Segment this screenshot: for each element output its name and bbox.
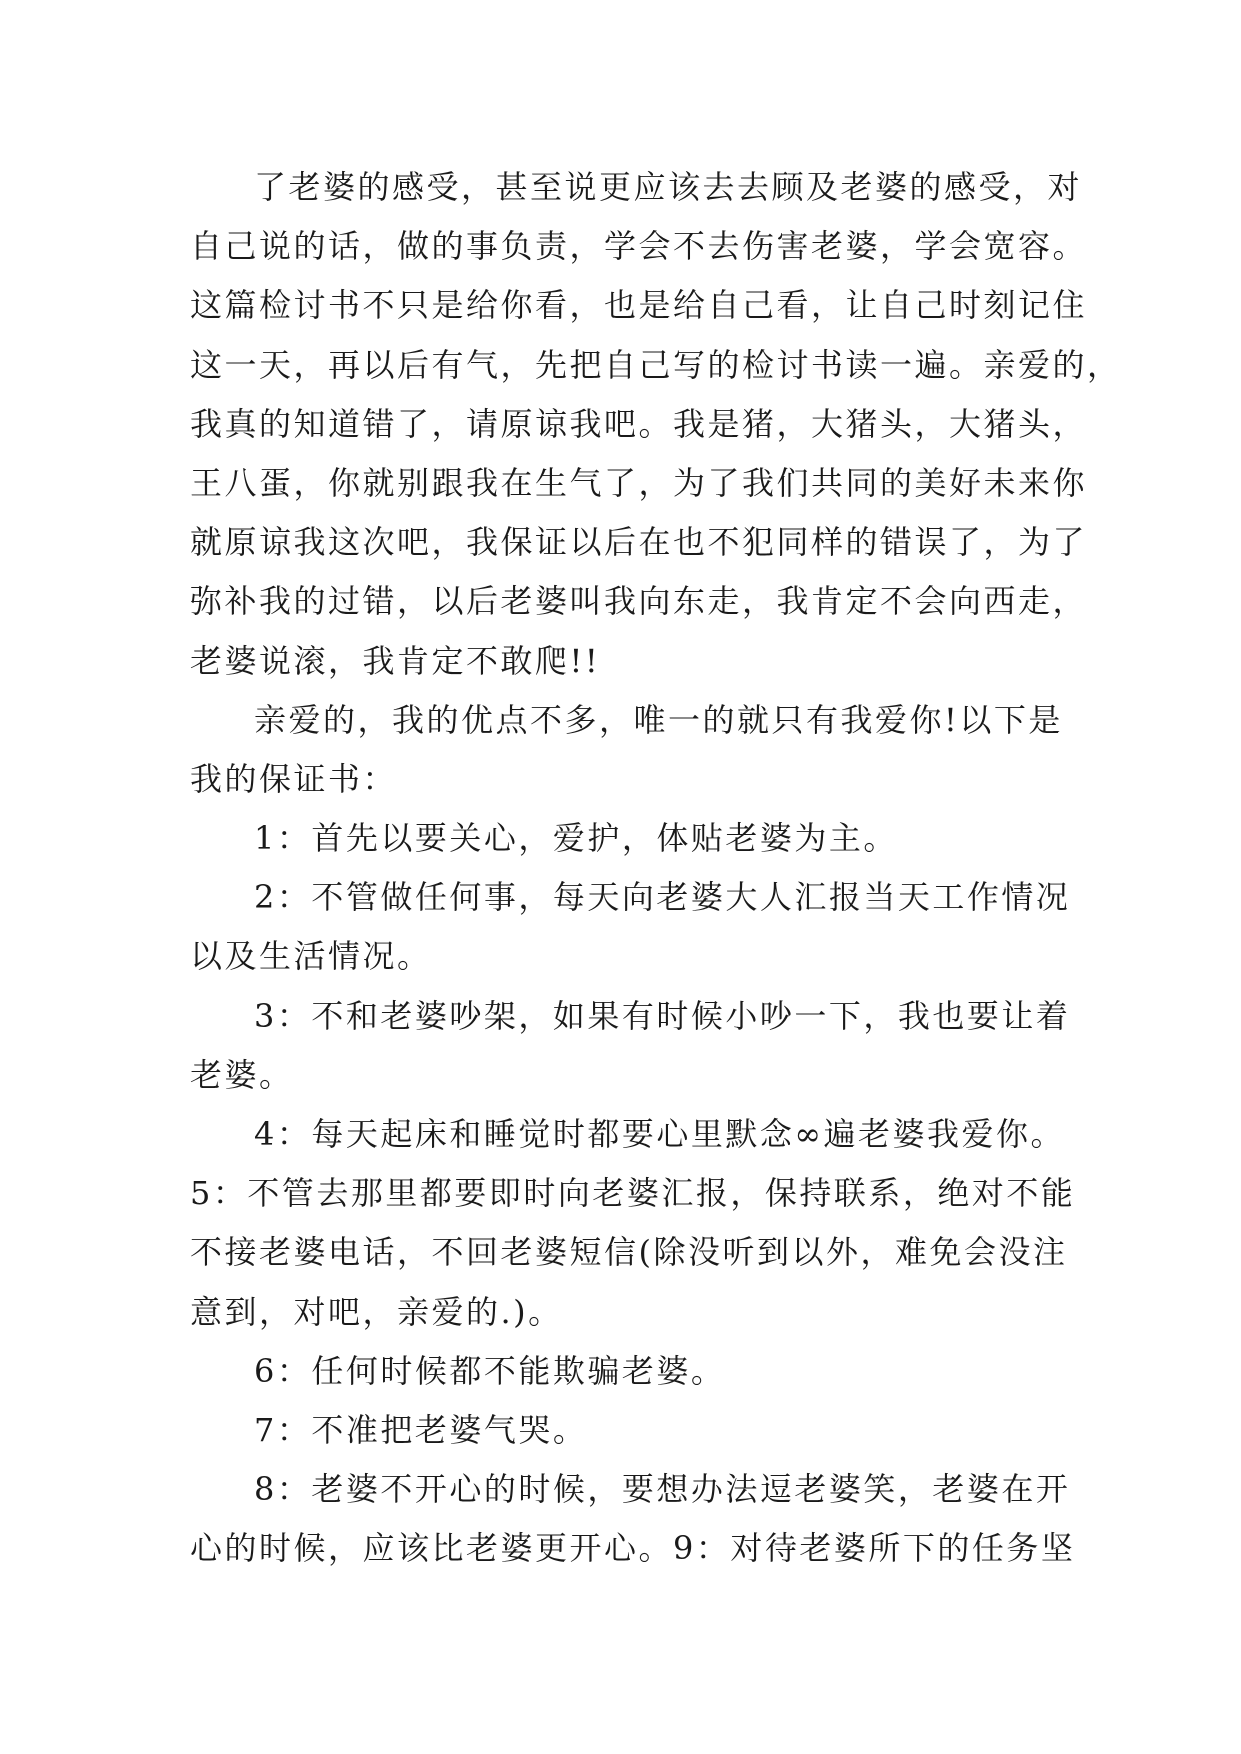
list-item: 2：不管做任何事，每天向老婆大人汇报当天工作情况 xyxy=(254,878,1071,917)
text-line: 老婆说滚，我肯定不敢爬!! xyxy=(190,641,601,680)
list-item: 8：老婆不开心的时候，要想办法逗老婆笑，老婆在开 xyxy=(254,1470,1071,1509)
list-item: 6：任何时候都不能欺骗老婆。 xyxy=(254,1351,726,1390)
list-item: 1：首先以要关心，爱护，体贴老婆为主。 xyxy=(254,819,898,858)
text-line: 了老婆的感受，甚至说更应该去去顾及老婆的感受，对 xyxy=(254,168,1083,206)
text-line: 意到，对吧，亲爱的.)。 xyxy=(190,1292,563,1331)
text-line: 我的保证书： xyxy=(190,759,398,798)
text-line: 以及生活情况。 xyxy=(190,937,432,976)
list-item: 3：不和老婆吵架，如果有时候小吵一下，我也要让着 xyxy=(254,996,1071,1035)
text-line: 自己说的话，做的事负责，学会不去伤害老婆，学会宽容。 xyxy=(190,227,1088,266)
text-line: 亲爱的，我的优点不多，唯一的就只有我爱你!以下是 xyxy=(254,700,1063,739)
document-body xyxy=(190,158,1122,1579)
text-line: 这一天，再以后有气，先把自己写的检讨书读一遍。亲爱的， xyxy=(190,345,1122,384)
text-line: 就原谅我这次吧，我保证以后在也不犯同样的错误了，为了 xyxy=(190,523,1088,562)
list-item: 4：每天起床和睡觉时都要心里默念∞遍老婆我爱你。 xyxy=(254,1115,1066,1153)
text-line: 这篇检讨书不只是给你看，也是给自己看，让自己时刻记住 xyxy=(190,286,1088,325)
text-line: 我真的知道错了，请原谅我吧。我是猪，大猪头，大猪头， xyxy=(190,404,1088,443)
text-line: 老婆。 xyxy=(190,1055,294,1094)
text-line: 不接老婆电话，不回老婆短信(除没听到以外，难免会没注 xyxy=(190,1233,1068,1272)
text-line: 王八蛋，你就别跟我在生气了，为了我们共同的美好未来你 xyxy=(190,463,1088,502)
text-line: 弥补我的过错，以后老婆叫我向东走，我肯定不会向西走， xyxy=(190,582,1088,621)
list-item: 5：不管去那里都要即时向老婆汇报，保持联系，绝对不能 xyxy=(190,1174,1076,1213)
text-line: 心的时候，应该比老婆更开心。9：对待老婆所下的任务坚 xyxy=(190,1529,1076,1568)
list-item: 7：不准把老婆气哭。 xyxy=(254,1410,588,1449)
